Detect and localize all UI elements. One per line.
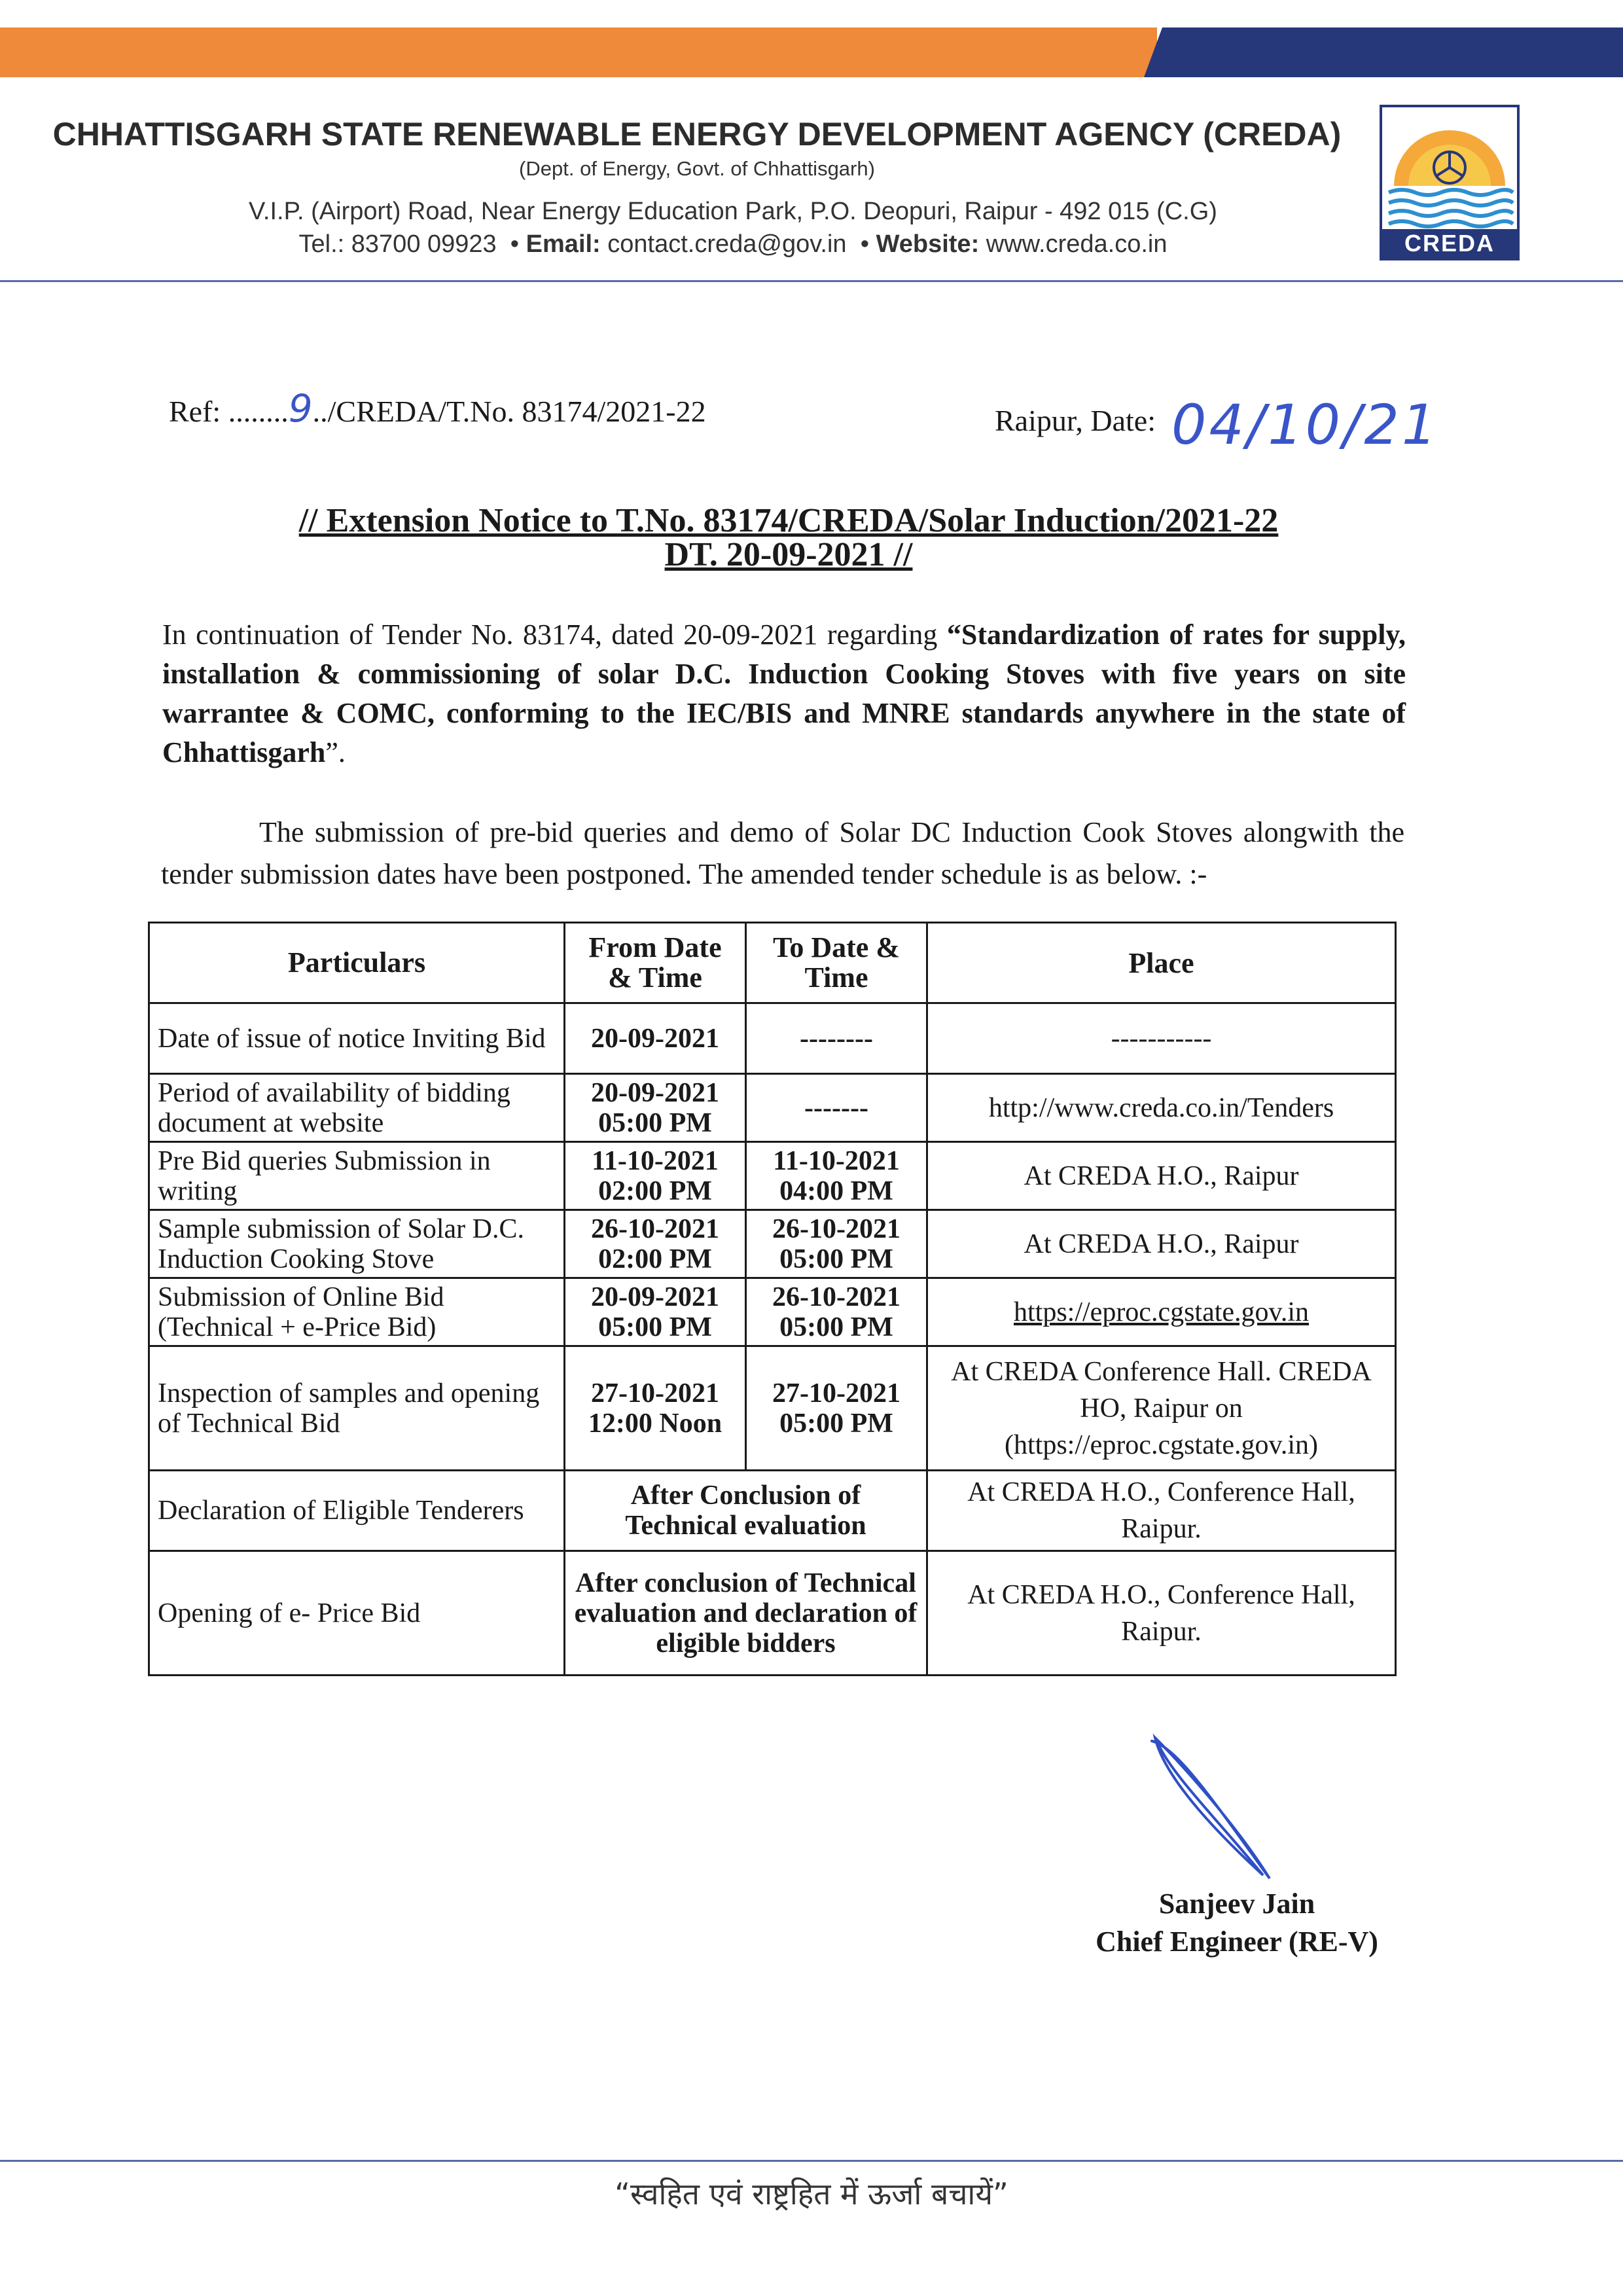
header-orange-band	[0, 27, 1157, 77]
schedule-paragraph: The submission of pre-bid queries and demo of Solar DC Induction Cook Stoves alongwith the tender submission dates have been postponed. The amended tender schedule is as below. :-	[161, 816, 1404, 890]
date-label: Raipur, Date:	[995, 404, 1156, 437]
table-header-row	[149, 923, 1396, 1003]
cell-place-link: http://www.creda.co.in/Tenders	[927, 1074, 1396, 1142]
cell-place: At CREDA H.O., Raipur	[927, 1210, 1396, 1278]
tel-label: Tel.:	[298, 230, 345, 258]
cell-particulars: Period of availability of bidding document at website	[149, 1074, 565, 1142]
header-place: Place	[927, 923, 1396, 1003]
cell-from: 20-09-2021 05:00 PM	[565, 1074, 746, 1142]
ref-prefix: Ref: ........	[169, 395, 289, 428]
table-row	[149, 1142, 1396, 1210]
table-row	[149, 1278, 1396, 1346]
cell-particulars: Inspection of samples and opening of Technical Bid	[149, 1346, 565, 1471]
cell-place: -----------	[927, 1003, 1396, 1074]
cell-to: --------	[746, 1003, 927, 1074]
cell-place: At CREDA Conference Hall. CREDA HO, Raipur on (https://eproc.cgstate.gov.in)	[927, 1346, 1396, 1471]
letterhead-divider	[0, 280, 1623, 282]
tel-value: 83700 09923	[351, 230, 497, 258]
tender-schedule-table	[148, 922, 1397, 1676]
org-address: V.I.P. (Airport) Road, Near Energy Education Park, P.O. Deopuri, Raipur - 492 015 (C.G)	[249, 198, 1217, 225]
cell-particulars: Declaration of Eligible Tenderers	[149, 1471, 565, 1551]
logo-text: CREDA	[1382, 229, 1517, 258]
cell-to: -------	[746, 1074, 927, 1142]
heading-line-2: DT. 20-09-2021 //	[664, 536, 913, 573]
header-particulars: Particulars	[149, 923, 565, 1003]
para1-intro: In continuation of Tender No. 83174, dated 20-09-2021 regarding	[162, 619, 947, 651]
cell-from: 27-10-2021 12:00 Noon	[565, 1346, 746, 1471]
cell-from: 20-09-2021	[565, 1003, 746, 1074]
intro-paragraph	[162, 615, 1406, 772]
cell-from: 20-09-2021 05:00 PM	[565, 1278, 746, 1346]
email-value: contact.creda@gov.in	[607, 230, 847, 258]
reference-number	[169, 386, 706, 431]
cell-place: At CREDA H.O., Conference Hall, Raipur.	[927, 1471, 1396, 1551]
creda-logo	[1380, 105, 1520, 260]
cell-merged-date: After Conclusion of Technical evaluation	[565, 1471, 927, 1551]
header-to: To Date & Time	[746, 923, 927, 1003]
email-label: Email:	[526, 230, 601, 258]
header-from: From Date & Time	[565, 923, 746, 1003]
org-contact: Tel.: 83700 09923 • Email: contact.creda@gov.in • Website: www.creda.co.in	[298, 230, 1168, 258]
table-row	[149, 1346, 1396, 1471]
notice-heading	[249, 504, 1329, 572]
cell-particulars: Submission of Online Bid (Technical + e-Price Bid)	[149, 1278, 565, 1346]
cell-particulars: Pre Bid queries Submission in writing	[149, 1142, 565, 1210]
cell-merged-date: After conclusion of Technical evaluation and declaration of eligible bidders	[565, 1551, 927, 1676]
cell-to: 27-10-2021 05:00 PM	[746, 1346, 927, 1471]
para1-end: ”.	[325, 736, 346, 768]
org-dept: (Dept. of Energy, Govt. of Chhattisgarh)	[519, 157, 875, 180]
cell-to: 11-10-2021 04:00 PM	[746, 1142, 927, 1210]
table-row	[149, 1471, 1396, 1551]
signature-mark	[1139, 1728, 1309, 1885]
ref-suffix: ../CREDA/T.No. 83174/2021-22	[312, 395, 706, 428]
header-blue-band	[1144, 27, 1623, 77]
cell-from: 26-10-2021 02:00 PM	[565, 1210, 746, 1278]
cell-place: At CREDA H.O., Raipur	[927, 1142, 1396, 1210]
table-row	[149, 1074, 1396, 1142]
para1-bold: “Standardization of rates for supply, installation & commissioning of solar D.C. Induction Cooking Stoves with five years on site warrantee & COMC, conforming to the IEC/BIS and MNRE standards anywhere in the state of Chhattisgarh	[162, 619, 1406, 768]
sun-turbine-icon	[1382, 107, 1517, 229]
ref-handwritten-number: 9	[288, 386, 313, 431]
signatory-name: Sanjeev Jain	[1158, 1888, 1315, 1920]
cell-place: At CREDA H.O., Conference Hall, Raipur.	[927, 1551, 1396, 1676]
org-name: CHHATTISGARH STATE RENEWABLE ENERGY DEVELOPMENT AGENCY (CREDA)	[52, 116, 1342, 152]
table-row	[149, 1003, 1396, 1074]
date-handwritten: 04/10/21	[1171, 393, 1440, 457]
cell-particulars: Sample submission of Solar D.C. Induction Cooking Stove	[149, 1210, 565, 1278]
cell-from: 11-10-2021 02:00 PM	[565, 1142, 746, 1210]
website-label: Website:	[876, 230, 980, 258]
table-row	[149, 1551, 1396, 1676]
signatory-designation: Chief Engineer (RE-V)	[1096, 1926, 1378, 1958]
table-row	[149, 1210, 1396, 1278]
cell-place-link[interactable]: https://eproc.cgstate.gov.in	[927, 1278, 1396, 1346]
cell-particulars: Date of issue of notice Inviting Bid	[149, 1003, 565, 1074]
footer-divider	[0, 2160, 1623, 2162]
cell-to: 26-10-2021 05:00 PM	[746, 1278, 927, 1346]
footer-slogan: “स्वहित एवं राष्ट्रहित में ऊर्जा बचायें”	[615, 2176, 1008, 2212]
cell-to: 26-10-2021 05:00 PM	[746, 1210, 927, 1278]
heading-line-1: // Extension Notice to T.No. 83174/CREDA/Solar Induction/2021-22	[298, 502, 1279, 539]
cell-particulars: Opening of e- Price Bid	[149, 1551, 565, 1676]
signatory-block	[1086, 1885, 1387, 1961]
website-value: www.creda.co.in	[986, 230, 1168, 258]
